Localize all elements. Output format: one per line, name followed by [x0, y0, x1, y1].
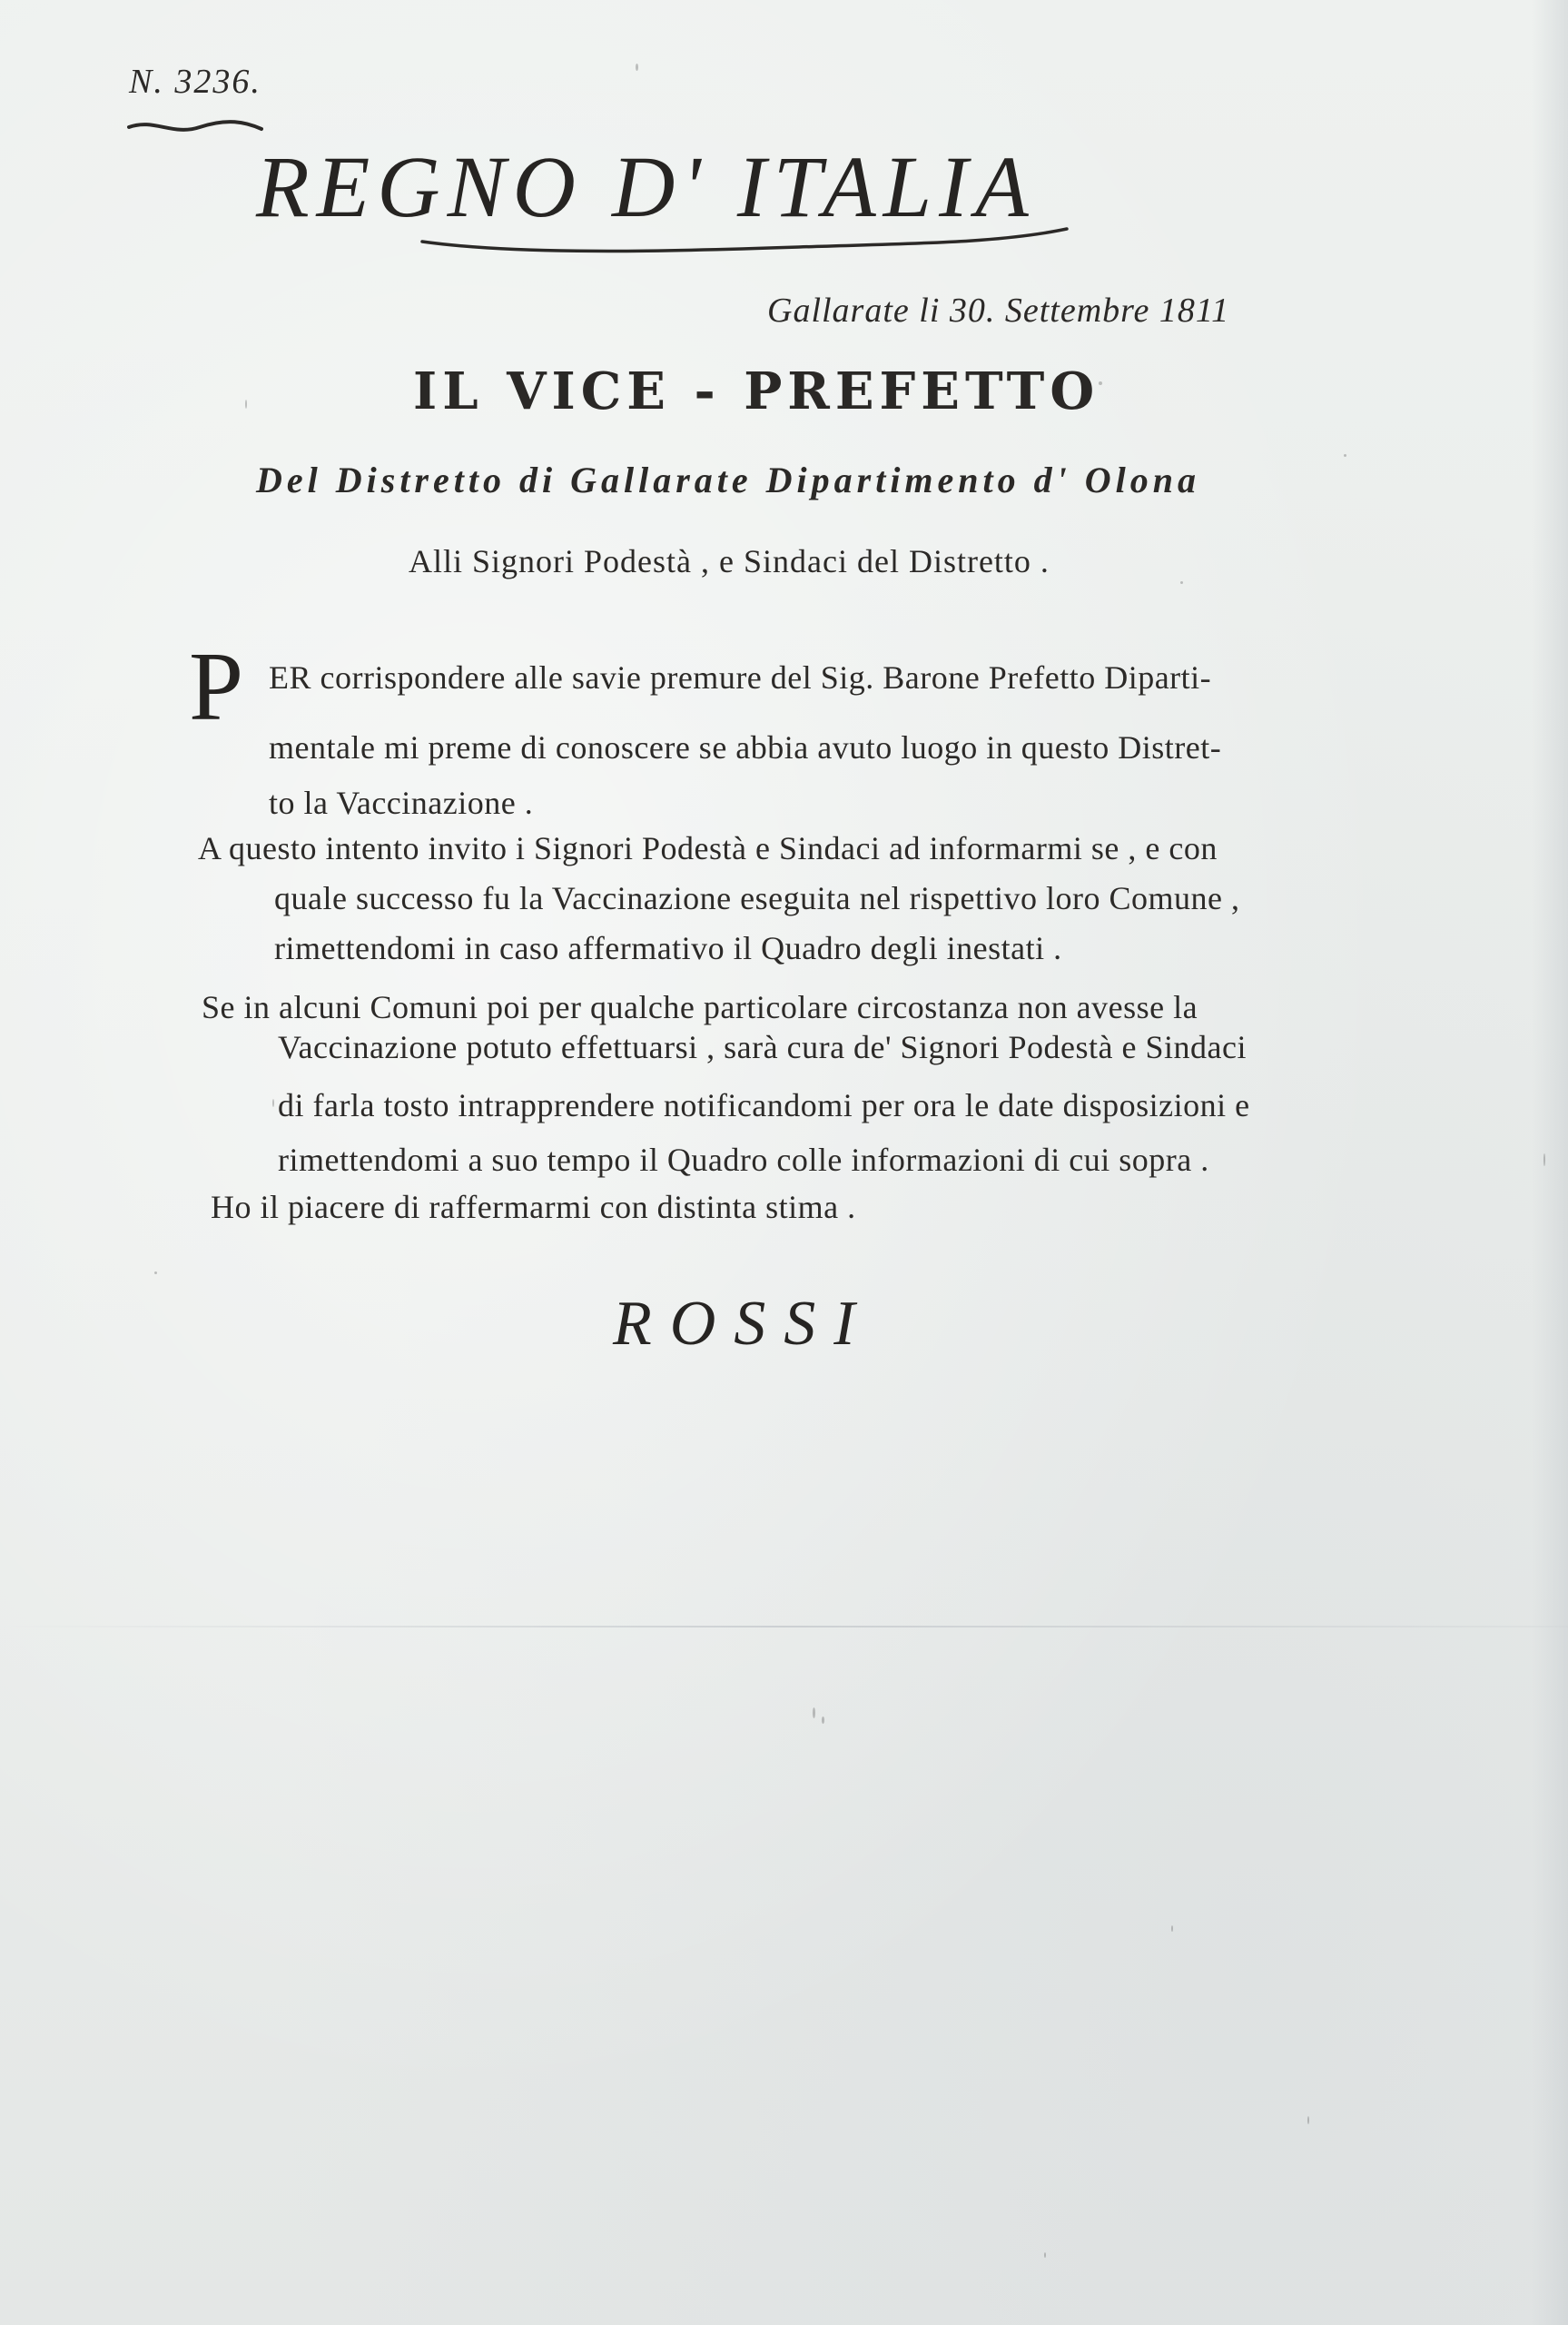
- document-number: N. 3236.: [129, 63, 261, 101]
- body-line: Ho il piacere di raffermarmi con distinta stima .: [211, 1189, 856, 1225]
- title-underline-swash: [418, 223, 1071, 260]
- body-line: di farla tosto intrapprendere notificandomi per ora le date disposizioni e: [278, 1087, 1250, 1123]
- paper-fold-line: [0, 1626, 1568, 1628]
- body-line: rimettendomi in caso affermativo il Quadro degli inestati .: [274, 930, 1062, 966]
- page-title: REGNO D' ITALIA: [256, 138, 1036, 235]
- paper-edge-shadow: [1532, 0, 1568, 2325]
- body-line: ER corrispondere alle savie premure del Sig. Barone Prefetto Diparti-: [269, 659, 1212, 696]
- issuer-subheading: Del Distretto di Gallarate Dipartimento d' Olona: [256, 460, 1201, 500]
- body-line: rimettendomi a suo tempo il Quadro colle informazioni di cui sopra .: [278, 1142, 1209, 1178]
- addressee-line: Alli Signori Podestà , e Sindaci del Distretto .: [409, 543, 1050, 579]
- body-line: to la Vaccinazione .: [269, 785, 534, 821]
- body-line: quale successo fu la Vaccinazione eseguita nel rispettivo loro Comune ,: [274, 880, 1240, 916]
- body-line: mentale mi preme di conoscere se abbia avuto luogo in questo Distret-: [269, 729, 1222, 766]
- swash-ornament-left: [127, 116, 263, 143]
- signature: ROSSI: [613, 1289, 873, 1359]
- body-line: Vaccinazione potuto effettuarsi , sarà cura de' Signori Podestà e Sindaci: [278, 1029, 1247, 1065]
- dateline: Gallarate li 30. Settembre 1811: [767, 292, 1230, 330]
- body-line: Se in alcuni Comuni poi per qualche particolare circostanza non avesse la: [202, 989, 1198, 1025]
- issuer-heading: IL VICE - PREFETTO: [413, 361, 1100, 421]
- drop-cap: P: [189, 633, 244, 741]
- body-line: A questo intento invito i Signori Podestà e Sindaci ad informarmi se , e con: [198, 830, 1218, 866]
